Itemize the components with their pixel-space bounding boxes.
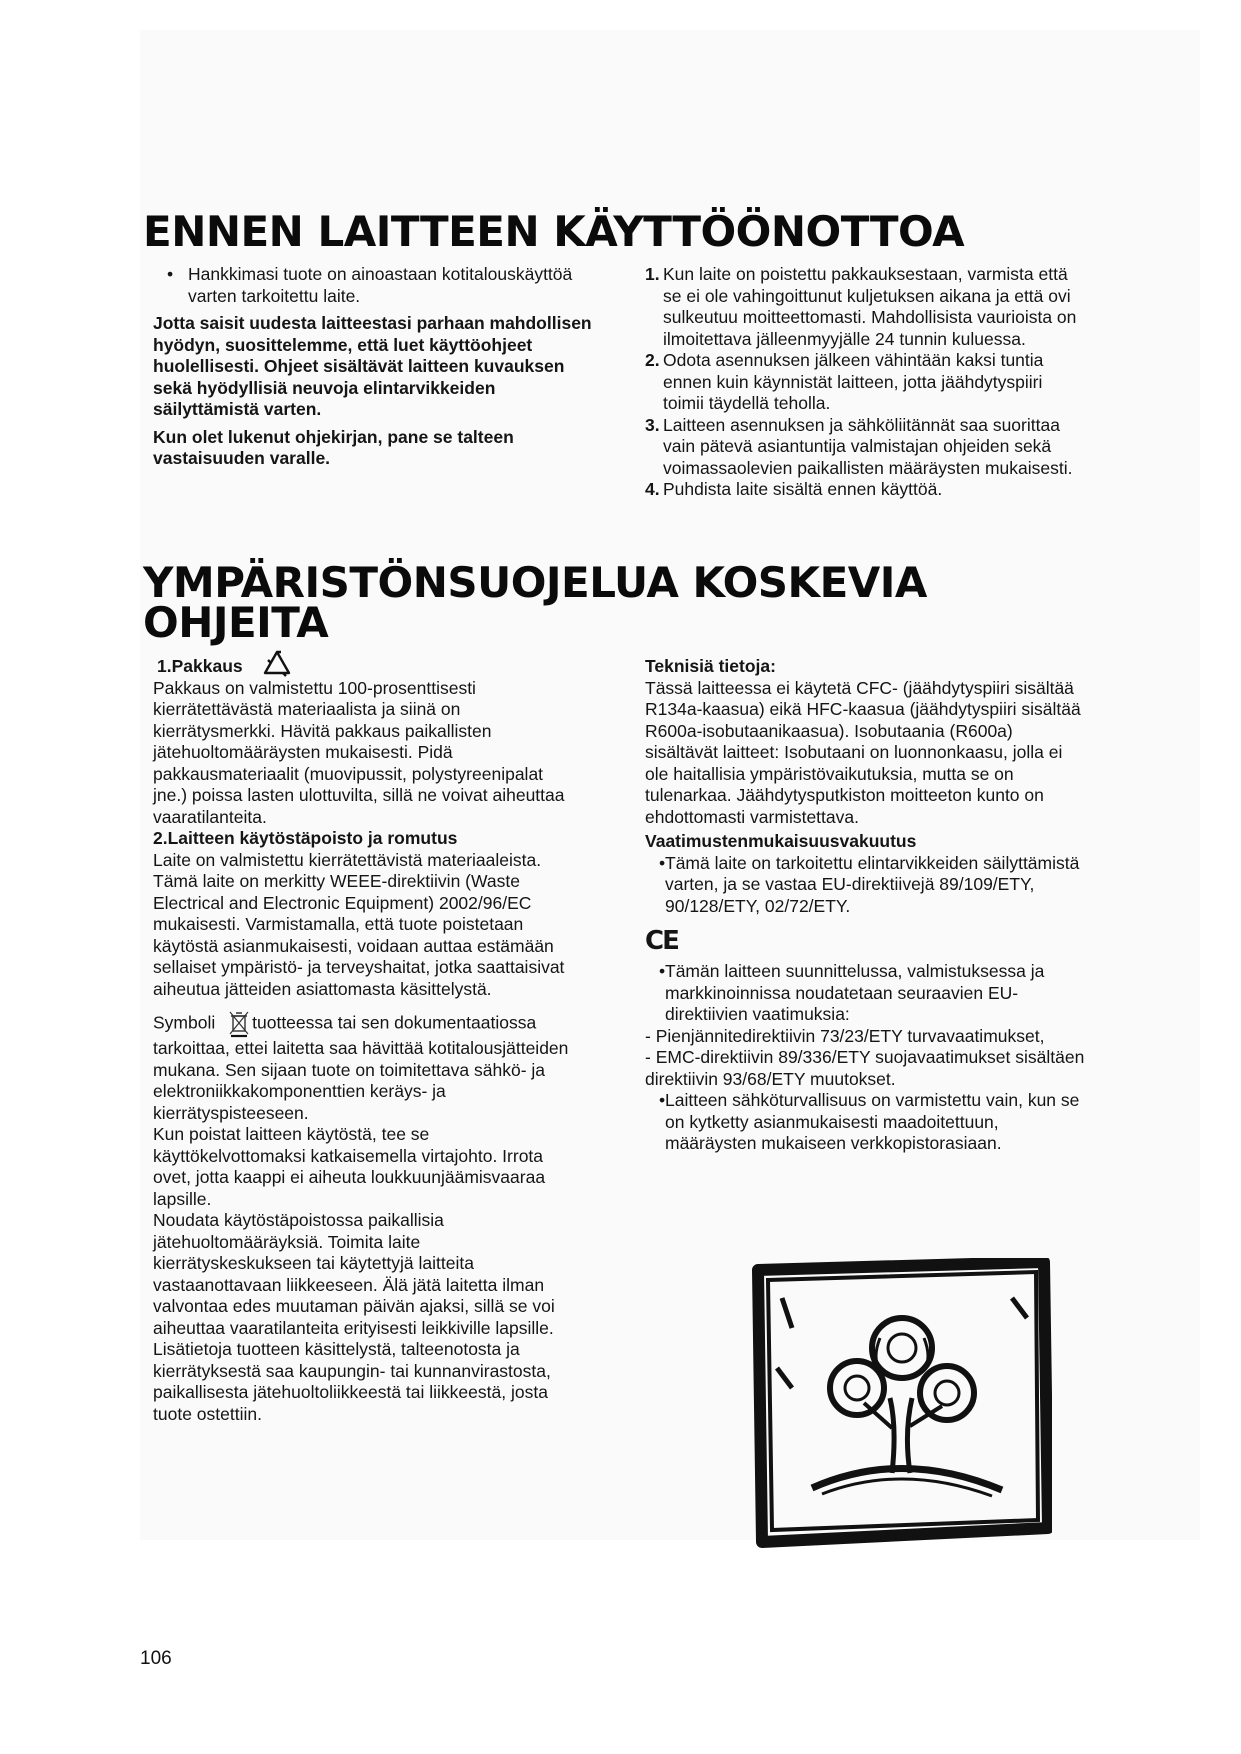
section-title-before-use: ENNEN LAITTEEN KÄYTTÖÖNOTTOA bbox=[143, 207, 965, 256]
recycle-icon bbox=[262, 649, 292, 677]
keep-manual-paragraph: Kun olet lukenut ohjekirjan, pane se talteen vastaisuuden varalle. bbox=[153, 426, 514, 468]
packaging-heading-row bbox=[153, 656, 573, 678]
lvd-line: - Pienjännitedirektiivin 73/23/ETY turvavaatimukset, bbox=[645, 1025, 1045, 1046]
list-item: • Hankkimasi tuote on ainoastaan kotitalouskäyttöä varten tarkoitettu laite. bbox=[153, 264, 593, 307]
section-title-environment: YMPÄRISTÖNSUOJELUA KOSKEVIA OHJEITA bbox=[143, 558, 927, 647]
disposal-heading: 2.Laitteen käytöstäpoisto ja romutus bbox=[153, 828, 458, 848]
list-item: 3. Laitteen asennuksen ja sähköliitännät saa suorittaa vain pätevä asiantuntija valmistajan ohjeiden sekä voimassaolevien paikallisten määräysten mukaisesti. bbox=[645, 414, 1073, 478]
list-item: 1. Kun laite on poistettu pakkauksestaan, varmista että se ei ole vahingoittunut kuljetuksen aikana ja että ovi sulkeutuu moitteettomasti. Mahdollisista vaurioista on ilmoitettava jälleenmyyjälle 24 tunnin kuluessa. bbox=[645, 264, 1077, 349]
packaging-text: Pakkaus on valmistettu 100-prosenttisesti kierrätettävästä materiaalista ja siinä on kierrätysmerkki. Hävitä pakkaus paikallisten jätehuoltomääräysten mukaisesti. Pidä pakkausmateriaalit (muovipussit, polystyreenipalat jne.) poissa lasten ulottuvilta, sillä ne voivat aiheuttaa vaaratilanteita. bbox=[153, 677, 565, 827]
list-item: 2. Odota asennuksen jälkeen vähintään kaksi tuntia ennen kuin käynnistät laitteen, jotta jäähdytyspiiri toimii täydellä teholla. bbox=[645, 350, 1044, 413]
list-item: • Tämän laitteen suunnittelussa, valmistuksessa ja markkinoinnissa noudatetaan seuraavien EU-direktiivien vaatimuksia: bbox=[645, 961, 1085, 1026]
technical-data-text: Tässä laitteessa ei käytetä CFC- (jäähdytyspiiri sisältää R134a-kaasua) eikä HFC-kaasua (jäähdytyspiiri sisältää R600a-isobutaanikaasua). Isobutaania (R600a) sisältävät laitteet: Isobutaani on luonnonkaasu, jolla ei ole haitallisia ympäristövaikutuksia, mutta se on tulenarkaa. Jäähdytysputkiston moitteeton kunto on ehdottomasti varmistettava. bbox=[645, 677, 1081, 827]
conformity-heading: Vaatimustenmukaisuusvakuutus bbox=[645, 831, 917, 851]
list-item: • Laitteen sähköturvallisuus on varmistettu vain, kun se on kytketty asianmukaisesti maadoitettuun, määräysten mukaiseen verkkopistorasiaan. bbox=[645, 1090, 1085, 1155]
before-use-right-column bbox=[645, 264, 1085, 501]
remove-appliance-paragraph: Kun poistat laitteen käytöstä, tee se käyttökelvottomaksi katkaisemella virtajohto. Irrota ovet, jotta kaappi ei aiheuta loukkuunjäämisvaaraa lapsille. bbox=[153, 1124, 546, 1209]
page-number: 106 bbox=[140, 1648, 172, 1669]
list-item: • Tämä laite on tarkoitettu elintarvikkeiden säilyttämistä varten, ja se vastaa EU-direktiivejä 89/109/ETY, 90/128/ETY, 02/72/ETY. bbox=[645, 853, 1085, 918]
technical-data-heading: Teknisiä tietoja: bbox=[645, 656, 776, 676]
environment-right-column bbox=[645, 656, 1085, 1155]
disposal-text: Laite on valmistettu kierrätettävistä materiaaleista. Tämä laite on merkitty WEEE-direktiivin (Waste Electrical and Electronic Equipment) 2002/96/EC mukaisesti. Varmistamalla, että tuote poistetaan käytöstä asianmukaisesti, voidaan auttaa estämään sellaiset ympäristö- ja terveyshaitat, jotka saattaisivat aiheutua jätteiden asiattomasta käsittelystä. bbox=[153, 849, 565, 999]
emc-line: - EMC-direktiivin 89/336/ETY suojavaatimukset sisältäen direktiivin 93/68/ETY muutokset. bbox=[645, 1047, 1085, 1089]
weee-symbol-paragraph: Symboli tuotteessa tai sen dokumentaatiossa tarkoittaa, ettei laitetta saa hävittää kotitalousjätteiden mukana. Sen sijaan tuote on toimitettava sähkö- ja elektroniikkakomponenttien keräys- ja kierrätyspisteeseen. bbox=[153, 1010, 573, 1124]
crossed-bin-icon bbox=[228, 1010, 250, 1038]
packaging-heading: 1.Pakkaus bbox=[157, 656, 243, 676]
environment-left-column bbox=[153, 656, 573, 1425]
ce-mark: CE bbox=[645, 926, 678, 956]
tree-illustration bbox=[752, 1258, 1052, 1548]
list-item: 4. Puhdista laite sisältä ennen käyttöä. bbox=[645, 479, 943, 499]
intro-paragraph: Jotta saisit uudesta laitteestasi parhaan mahdollisen hyödyn, suosittelemme, että luet käyttöohjeet huolellisesti. Ohjeet sisältävät laitteen kuvauksen sekä hyödyllisiä neuvoja elintarvikkeiden säilyttämistä varten. bbox=[153, 313, 592, 419]
before-use-left-column bbox=[153, 264, 593, 470]
disposal-rules-paragraph: Noudata käytöstäpoistossa paikallisia jätehuoltomääräyksiä. Toimita laite kierrätyskeskukseen tai käytettyjä laitteita vastaanottavaan liikkeeseen. Älä jätä laitetta ilman valvontaa edes muutaman päivän ajaksi, sillä se voi aiheuttaa vaaratilanteita erityisesti leikkiville lapsille. Lisätietoja tuotteen käsittelystä, talteenotosta ja kierrätyksestä saa kaupungin- tai kunnanvirastosta, paikallisesta jätehuoltoliikkeestä tai liikkeestä, josta tuote ostettiin. bbox=[153, 1210, 555, 1424]
